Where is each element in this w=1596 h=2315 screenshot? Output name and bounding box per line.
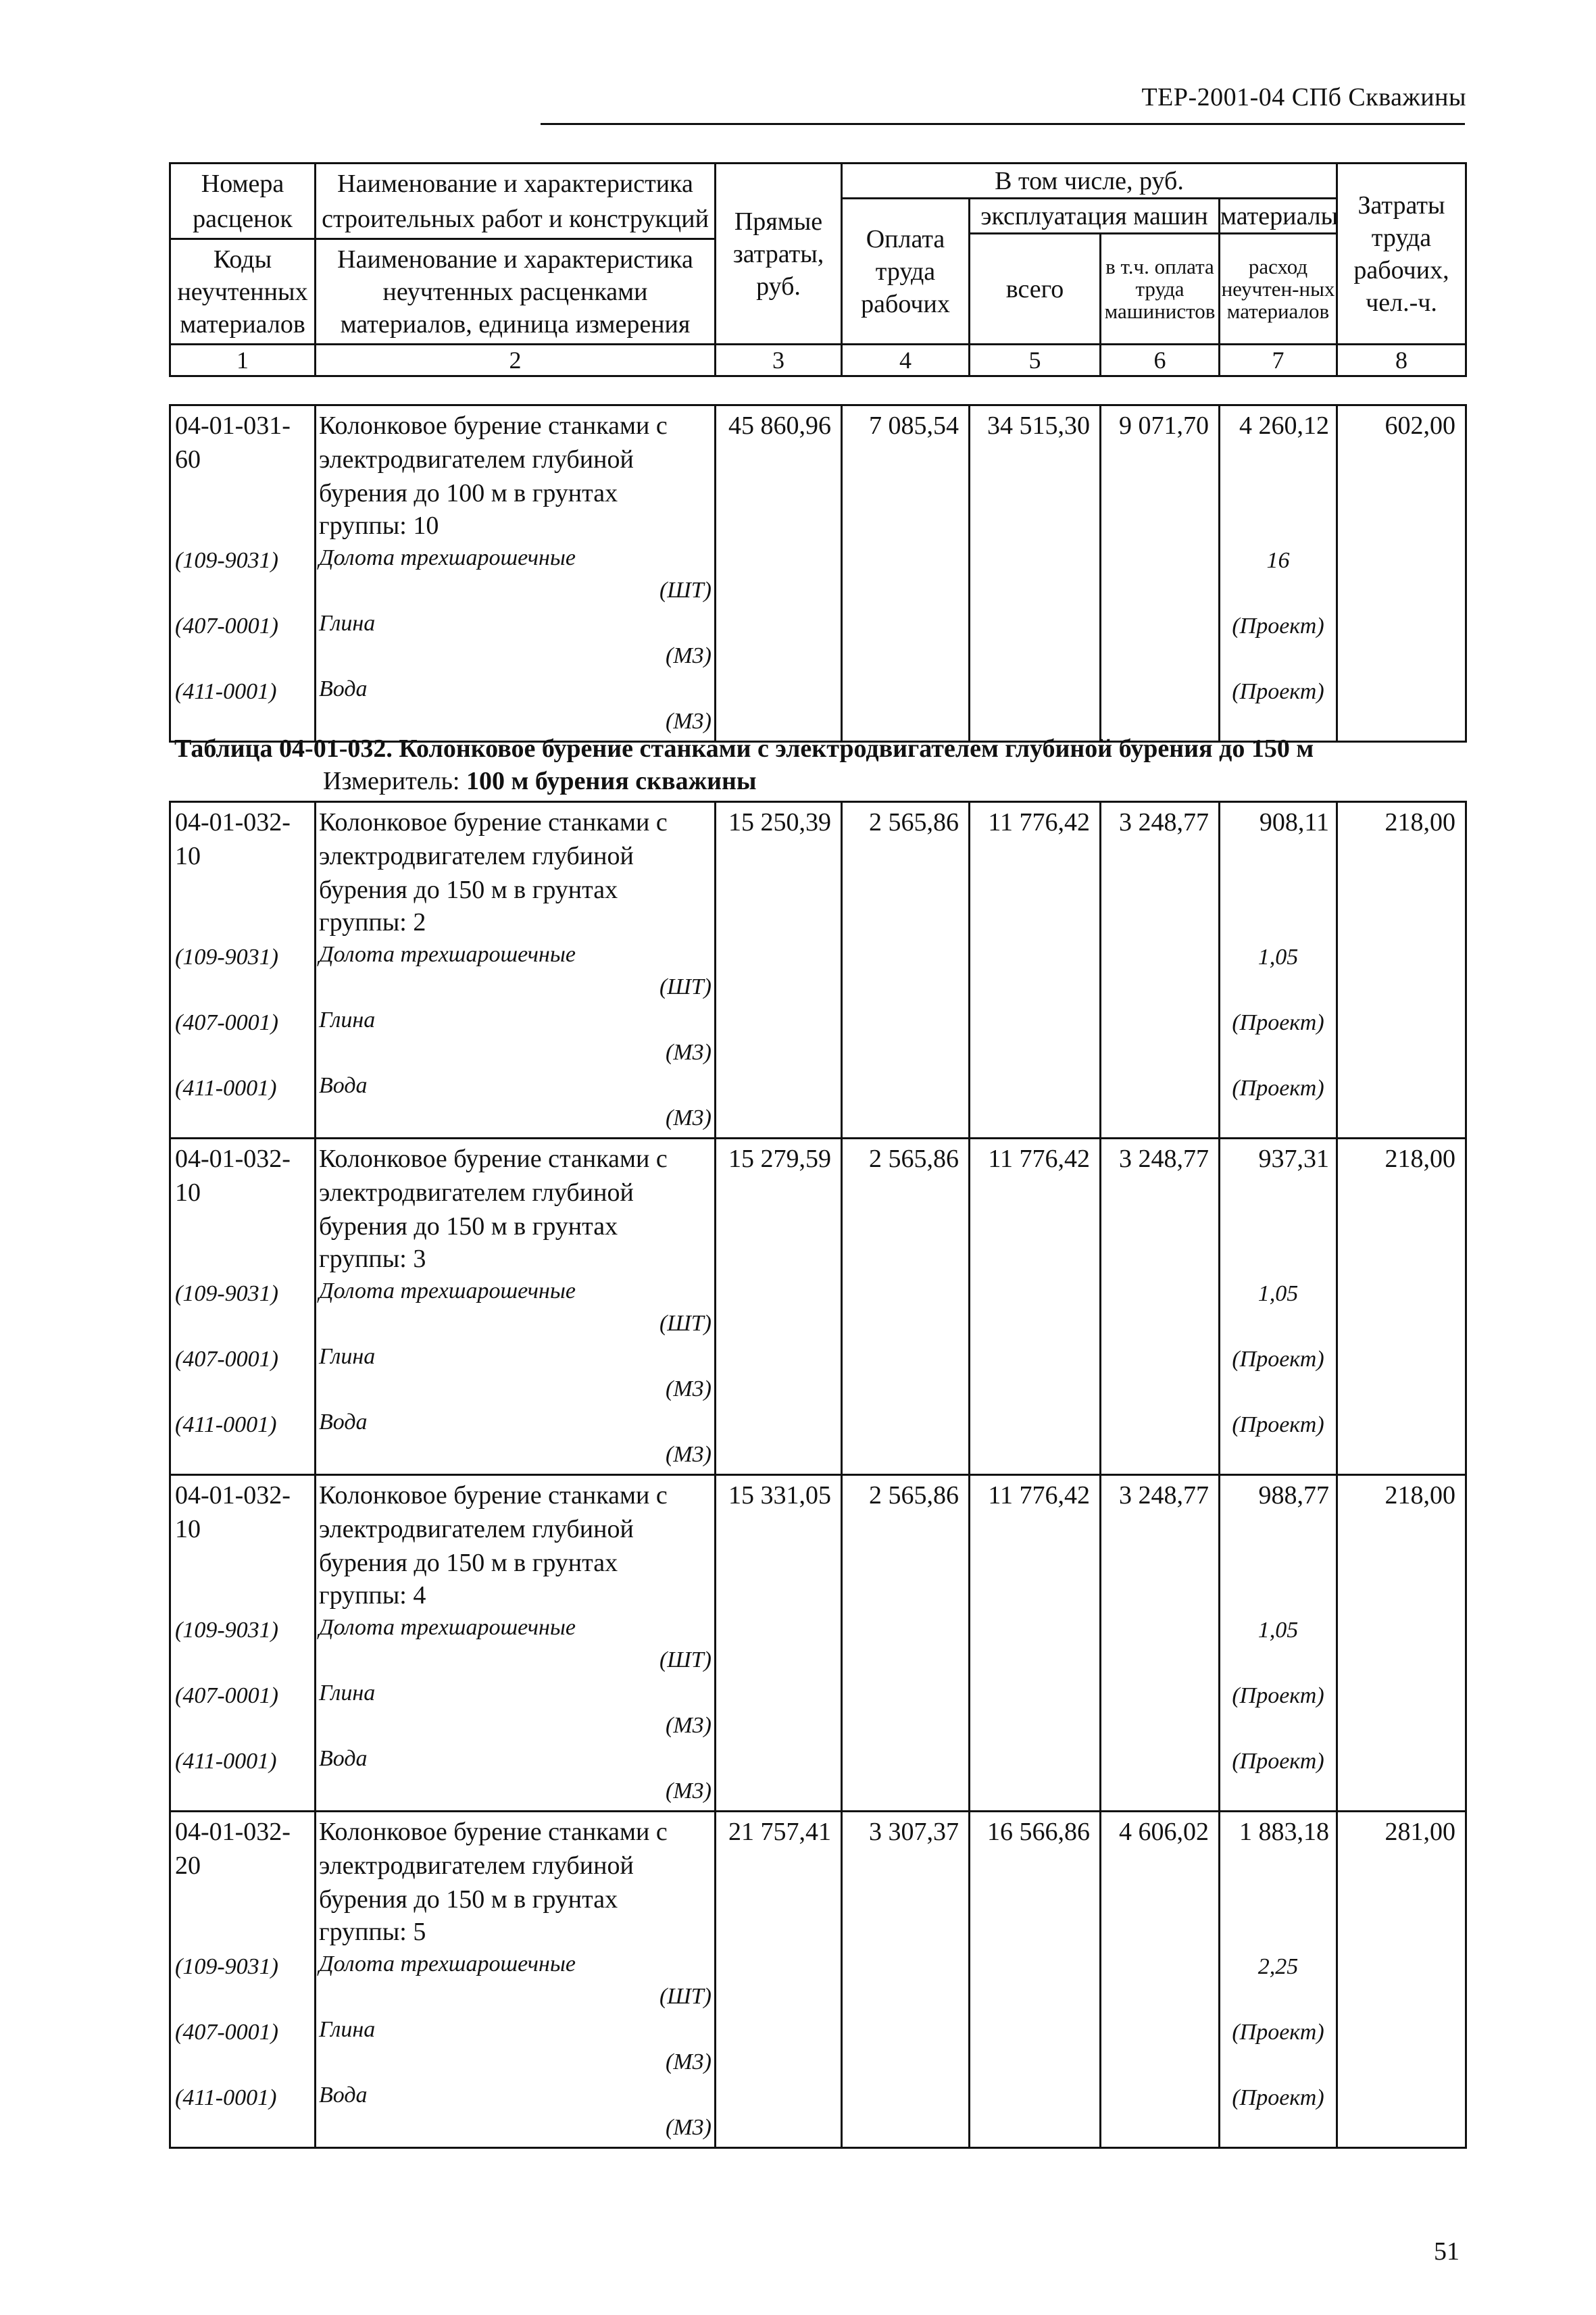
rate-code: 04-01-032-10 <box>175 808 291 870</box>
labor-pay: 2 565,86 <box>842 1139 970 1475</box>
col-number: 2 <box>316 345 716 376</box>
resource-name: Вода <box>319 1746 368 1771</box>
resource-qty: (Проект) <box>1232 1010 1324 1035</box>
resource-qty: (Проект) <box>1232 2020 1324 2045</box>
materials-cost: 4 260,12 <box>1239 412 1329 440</box>
resource-unit: (М3) <box>666 709 712 734</box>
work-name-line: Колонковое бурение станками с <box>319 1818 668 1846</box>
running-head: ТЕР-2001-04 СПб Скважины <box>1141 83 1466 111</box>
resource-code: (109-9031) <box>175 1618 278 1643</box>
col-number: 6 <box>1101 345 1220 376</box>
resource-code: (407-0001) <box>175 1347 278 1372</box>
resource-name: Вода <box>319 1073 368 1098</box>
work-name-line: группы: 4 <box>319 1581 426 1610</box>
machines-total: 11 776,42 <box>970 802 1101 1139</box>
header-table <box>169 162 1467 377</box>
resource-qty: (Проект) <box>1232 1749 1324 1774</box>
col-number: 8 <box>1337 345 1466 376</box>
table-row <box>170 1475 1466 1812</box>
labor-pay: 2 565,86 <box>842 802 970 1139</box>
col-number: 4 <box>842 345 970 376</box>
resource-qty: 1,05 <box>1257 1281 1299 1306</box>
resource-qty: (Проект) <box>1232 1412 1324 1437</box>
resource-code: (411-0001) <box>175 1076 277 1101</box>
resource-unit: (М3) <box>666 1376 712 1401</box>
machinists-pay: 3 248,77 <box>1101 1139 1220 1475</box>
table-row <box>170 1139 1466 1475</box>
direct-costs: 15 250,39 <box>716 802 842 1139</box>
labor-hours: 281,00 <box>1337 1812 1466 2148</box>
resource-unit: (ШТ) <box>659 1984 712 2009</box>
table-title: Таблица 04-01-032. Колонковое бурение станками с электродвигателем глубиной бурения до 150 м <box>174 735 1314 763</box>
resource-unit: (М3) <box>666 1442 712 1467</box>
rate-code: 04-01-031-60 <box>175 412 291 474</box>
rate-code: 04-01-032-20 <box>175 1818 291 1880</box>
work-name-line: бурения до 150 м в грунтах <box>319 1885 618 1914</box>
work-name-line: бурения до 150 м в грунтах <box>319 876 618 904</box>
resource-unit: (М3) <box>666 1105 712 1130</box>
table-measure <box>323 766 757 796</box>
resource-qty: 1,05 <box>1257 945 1299 970</box>
resource-qty: (Проект) <box>1232 1347 1324 1372</box>
resource-code: (411-0001) <box>175 1749 277 1774</box>
col-resource-codes-header: Коды неучтенных материалов <box>170 239 316 345</box>
work-name-line: электродвигателем глубиной <box>319 445 634 474</box>
rates-table-031 <box>169 404 1467 743</box>
resource-code: (407-0001) <box>175 614 278 639</box>
machines-total: 16 566,86 <box>970 1812 1101 2148</box>
col-machinists-pay-header: в т.ч. оплата труда машинистов <box>1101 234 1220 345</box>
col-labor-hours-header: Затраты труда рабочих, чел.-ч. <box>1337 164 1466 345</box>
resource-unit: (М3) <box>666 1778 712 1803</box>
resource-code: (109-9031) <box>175 548 278 573</box>
resource-qty: (Проект) <box>1232 679 1324 704</box>
resource-qty: (Проект) <box>1232 1683 1324 1708</box>
resource-qty: (Проект) <box>1232 1076 1324 1101</box>
labor-hours: 218,00 <box>1337 1139 1466 1475</box>
col-machines-total-header: всего <box>970 234 1101 345</box>
labor-hours: 218,00 <box>1337 1475 1466 1812</box>
work-name-line: бурения до 150 м в грунтах <box>319 1212 618 1241</box>
resource-unit: (ШТ) <box>659 974 712 999</box>
resource-name: Глина <box>319 1681 376 1706</box>
resource-qty: (Проект) <box>1232 614 1324 639</box>
labor-pay: 7 085,54 <box>842 405 970 742</box>
resource-unit: (М3) <box>666 1713 712 1738</box>
direct-costs: 21 757,41 <box>716 1812 842 2148</box>
resource-name: Долота трехшарошечные <box>319 1278 576 1303</box>
resource-code: (109-9031) <box>175 1954 278 1979</box>
resource-name: Вода <box>319 1410 368 1435</box>
resource-unit: (ШТ) <box>659 1311 712 1336</box>
machines-header: эксплуатация машин <box>970 199 1220 234</box>
header-rule <box>541 123 1465 125</box>
resource-qty: 2,25 <box>1257 1954 1299 1979</box>
resource-code: (109-9031) <box>175 1281 278 1306</box>
resource-code: (407-0001) <box>175 1683 278 1708</box>
col-number: 3 <box>716 345 842 376</box>
resource-unit: (М3) <box>666 2115 712 2140</box>
work-name-line: электродвигателем глубиной <box>319 1851 634 1880</box>
resource-qty: 16 <box>1266 548 1290 573</box>
machines-total: 34 515,30 <box>970 405 1101 742</box>
measure-value: 100 м бурения скважины <box>466 767 757 795</box>
work-name-line: электродвигателем глубиной <box>319 1178 634 1207</box>
resource-name: Долота трехшарошечные <box>319 942 576 967</box>
machinists-pay: 3 248,77 <box>1101 1475 1220 1812</box>
materials-header: материалы <box>1220 199 1337 234</box>
work-name-line: электродвигателем глубиной <box>319 1515 634 1543</box>
resource-qty: 1,05 <box>1257 1618 1299 1643</box>
work-name-line: группы: 10 <box>319 512 439 540</box>
col-resource-name-header: Наименование и характеристика неучтенных расценками материалов, единица измерения <box>316 239 716 345</box>
resource-unit: (ШТ) <box>659 1647 712 1672</box>
resource-code: (411-0001) <box>175 2085 277 2110</box>
work-name-line: Колонковое бурение станками с <box>319 1145 668 1173</box>
resource-code: (411-0001) <box>175 1412 277 1437</box>
resource-unit: (М3) <box>666 1040 712 1065</box>
resource-name: Долота трехшарошечные <box>319 1615 576 1640</box>
materials-cost: 937,31 <box>1258 1145 1329 1173</box>
machines-total: 11 776,42 <box>970 1475 1101 1812</box>
resource-unit: (ШТ) <box>659 578 712 603</box>
measure-label: Измеритель: <box>323 767 460 795</box>
col-name-header: Наименование и характеристика строительных работ и конструкций <box>316 164 716 239</box>
materials-cost: 908,11 <box>1259 808 1329 837</box>
col-materials-usage-header: расход неучтен-ных материалов <box>1220 234 1337 345</box>
work-name-line: группы: 5 <box>319 1918 426 1946</box>
labor-hours: 218,00 <box>1337 802 1466 1139</box>
col-codes-header: Номера расценок <box>170 164 316 239</box>
work-name-line: бурения до 150 м в грунтах <box>319 1549 618 1577</box>
table-row <box>170 405 1466 742</box>
materials-cost: 988,77 <box>1258 1481 1329 1510</box>
resource-unit: (М3) <box>666 2049 712 2074</box>
work-name-line: Колонковое бурение станками с <box>319 1481 668 1510</box>
work-name-line: Колонковое бурение станками с <box>319 808 668 837</box>
table-row <box>170 802 1466 1139</box>
resource-name: Глина <box>319 1007 376 1032</box>
resource-name: Глина <box>319 611 376 636</box>
labor-hours: 602,00 <box>1337 405 1466 742</box>
resource-code: (407-0001) <box>175 1010 278 1035</box>
page-number: 51 <box>1434 2237 1460 2266</box>
resource-name: Долота трехшарошечные <box>319 1951 576 1976</box>
resource-name: Вода <box>319 2083 368 2108</box>
resource-name: Глина <box>319 1344 376 1369</box>
machinists-pay: 4 606,02 <box>1101 1812 1220 2148</box>
materials-cost: 1 883,18 <box>1239 1818 1329 1846</box>
resource-code: (411-0001) <box>175 679 277 704</box>
incl-header: В том числе, руб. <box>842 164 1337 199</box>
rate-code: 04-01-032-10 <box>175 1481 291 1543</box>
rate-code: 04-01-032-10 <box>175 1145 291 1207</box>
resource-name: Глина <box>319 2017 376 2042</box>
work-name-line: Колонковое бурение станками с <box>319 412 668 440</box>
rates-table-032 <box>169 801 1467 2149</box>
col-direct-costs-header: Прямые затраты, руб. <box>716 164 842 345</box>
direct-costs: 15 331,05 <box>716 1475 842 1812</box>
work-name-line: группы: 3 <box>319 1245 426 1273</box>
col-number: 7 <box>1220 345 1337 376</box>
col-number: 1 <box>170 345 316 376</box>
col-number: 5 <box>970 345 1101 376</box>
resource-code: (407-0001) <box>175 2020 278 2045</box>
resource-qty: (Проект) <box>1232 2085 1324 2110</box>
resource-name: Долота трехшарошечные <box>319 545 576 570</box>
machinists-pay: 3 248,77 <box>1101 802 1220 1139</box>
resource-name: Вода <box>319 676 368 701</box>
table-row <box>170 1812 1466 2148</box>
work-name-line: электродвигателем глубиной <box>319 842 634 870</box>
machinists-pay: 9 071,70 <box>1101 405 1220 742</box>
direct-costs: 15 279,59 <box>716 1139 842 1475</box>
col-labor-pay-header: Оплата труда рабочих <box>842 199 970 345</box>
labor-pay: 2 565,86 <box>842 1475 970 1812</box>
direct-costs: 45 860,96 <box>716 405 842 742</box>
work-name-line: группы: 2 <box>319 908 426 937</box>
labor-pay: 3 307,37 <box>842 1812 970 2148</box>
work-name-line: бурения до 100 м в грунтах <box>319 479 618 507</box>
resource-unit: (М3) <box>666 643 712 668</box>
machines-total: 11 776,42 <box>970 1139 1101 1475</box>
resource-code: (109-9031) <box>175 945 278 970</box>
